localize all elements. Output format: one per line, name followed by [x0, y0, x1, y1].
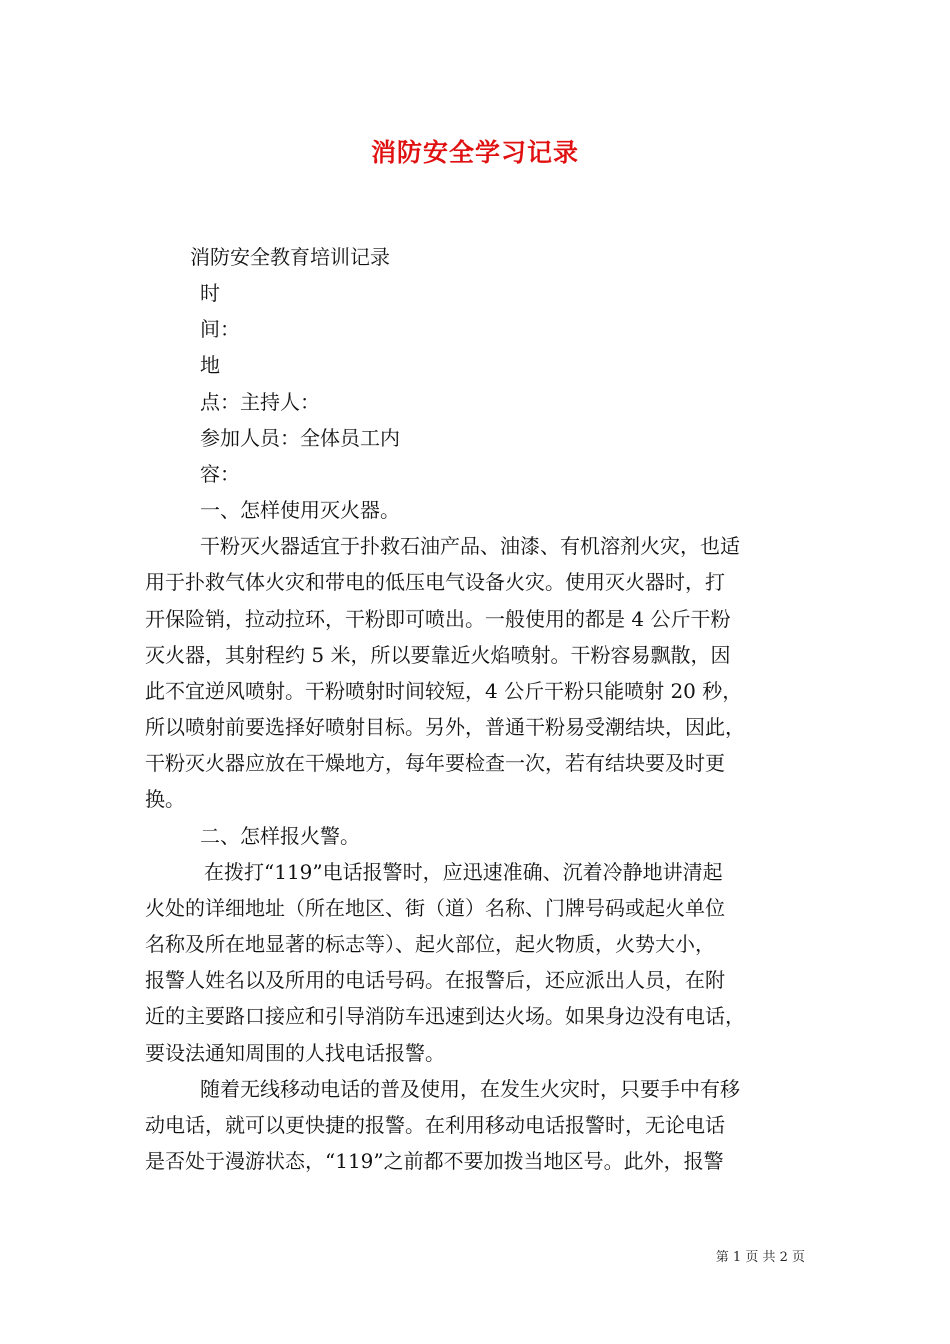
paragraph-line: 换。: [145, 787, 185, 811]
paragraph-line: 在拨打“119”电话报警时，应迅速准确、沉着冷静地讲清起: [204, 860, 723, 884]
paragraph-line: 名称及所在地显著的标志等）、起火部位，起火物质，火势大小，: [145, 932, 715, 956]
paragraph-line: 近的主要路口接应和引导消防车迅速到达火场。如果身边没有电话，: [145, 1004, 745, 1028]
heading-extinguisher: 一、怎样使用灭火器。: [200, 498, 400, 522]
field-label-place-host: 点：主持人：: [200, 390, 320, 414]
section-heading: 消防安全教育培训记录: [190, 245, 390, 269]
field-label-participants: 参加人员：全体员工内: [200, 426, 400, 450]
heading-report-fire: 二、怎样报火警。: [200, 824, 360, 848]
paragraph-line: 灭火器，其射程约 5 米，所以要靠近火焰喷射。干粉容易飘散，因: [145, 643, 731, 667]
page-number: 第 1 页 共 2 页: [715, 1250, 805, 1265]
field-label-place-1: 地: [200, 353, 220, 377]
paragraph-line: 动电话，就可以更快捷的报警。在利用移动电话报警时，无论电话: [145, 1113, 725, 1137]
paragraph-line: 所以喷射前要选择好喷射目标。另外，普通干粉易受潮结块，因此，: [145, 715, 745, 739]
paragraph-line: 是否处于漫游状态，“119”之前都不要加拨当地区号。此外，报警: [145, 1149, 724, 1173]
paragraph-line: 火处的详细地址（所在地区、街（道）名称、门牌号码或起火单位: [145, 896, 725, 920]
paragraph-line: 干粉灭火器适宜于扑救石油产品、油漆、有机溶剂火灾，也适: [200, 534, 740, 558]
paragraph-line: 随着无线移动电话的普及使用，在发生火灾时，只要手中有移: [200, 1077, 740, 1101]
field-label-time-2: 间：: [200, 317, 240, 341]
paragraph-line: 干粉灭火器应放在干燥地方，每年要检查一次，若有结块要及时更: [145, 751, 725, 775]
paragraph-line: 此不宜逆风喷射。干粉喷射时间较短，4 公斤干粉只能喷射 20 秒，: [145, 679, 743, 703]
field-label-time-1: 时: [200, 281, 220, 305]
field-label-content: 容：: [200, 462, 240, 486]
paragraph-line: 要设法通知周围的人找电话报警。: [145, 1041, 445, 1065]
paragraph-line: 用于扑救气体火灾和带电的低压电气设备火灾。使用灭火器时，打: [145, 570, 725, 594]
paragraph-line: 报警人姓名以及所用的电话号码。在报警后，还应派出人员，在附: [145, 968, 725, 992]
page-title: 消防安全学习记录: [370, 138, 579, 167]
paragraph-line: 开保险销，拉动拉环，干粉即可喷出。一般使用的都是 4 公斤干粉: [145, 607, 731, 631]
